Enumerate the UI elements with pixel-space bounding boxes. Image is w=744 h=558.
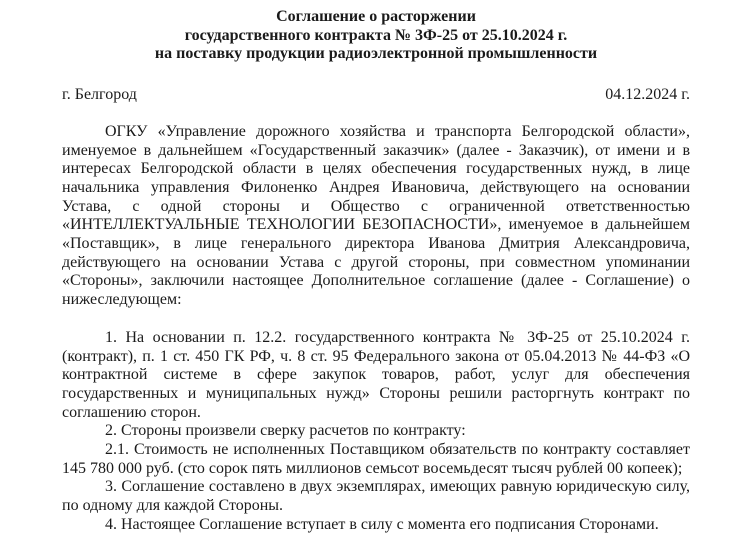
document-date: 04.12.2024 г. <box>605 86 690 104</box>
clause-1: 1. На основании п. 12.2. государственного контракта № 3Ф-25 от 25.10.2024 г. (контракт), п. 1 ст. 450 ГК РФ, ч. 8 ст. 95 Федерального закона от 05.04.2013 № 44-ФЗ «О контрактной системе в сфере закупок товаров, работ, услуг для обеспечения государственных и муниципальных нужд» Стороны решили расторгнуть контракт по соглашению сторон. <box>62 328 690 421</box>
clause-2-1: 2.1. Стоимость не исполненных Поставщиком обязательств по контракту составляет 145 780 000 руб. (сто сорок пять миллионов семьсот восемьдесят тысяч рублей 00 копеек); <box>62 441 690 477</box>
title-line-2: государственного контракта № 3Ф-25 от 25.10.2024 г. <box>184 26 568 44</box>
document-title <box>62 8 690 64</box>
document-place: г. Белгород <box>62 86 137 104</box>
title-line-3: на поставку продукции радиоэлектронной промышленности <box>154 45 598 63</box>
title-line-1: Соглашение о расторжении <box>276 8 476 25</box>
clause-3: 3. Соглашение составлено в двух экземплярах, имеющих равную юридическую силу, по одному для каждой Стороны. <box>62 478 690 515</box>
clause-2: 2. Стороны произвели сверку расчетов по контракту: <box>105 422 466 440</box>
preamble-paragraph: ОГКУ «Управление дорожного хозяйства и транспорта Белгородской области», именуемое в дальнейшем «Государственный заказчик» (далее - Заказчик), от имени и в интересах Белгородской области в целях обеспечения государственных нужд, в лице начальника управления Филоненко Андрея Ивановича, действующего на основании Устава, с одной стороны и Общество с ограниченной ответственностью «ИНТЕЛЛЕКТУАЛЬНЫЕ ТЕХНОЛОГИИ БЕЗОПАСНОСТИ», именуемое в дальнейшем «Поставщик», в лице генерального директора Иванова Дмитрия Александровича, действующего на основании Устава с другой стороны, при совместном упоминании «Стороны», заключили настоящее Дополнительное соглашение (далее - Соглашение) о нижеследующем: <box>62 122 690 309</box>
clause-4: 4. Настоящее Соглашение вступает в силу с момента его подписания Сторонами. <box>105 515 659 533</box>
place-date-line <box>62 86 690 105</box>
